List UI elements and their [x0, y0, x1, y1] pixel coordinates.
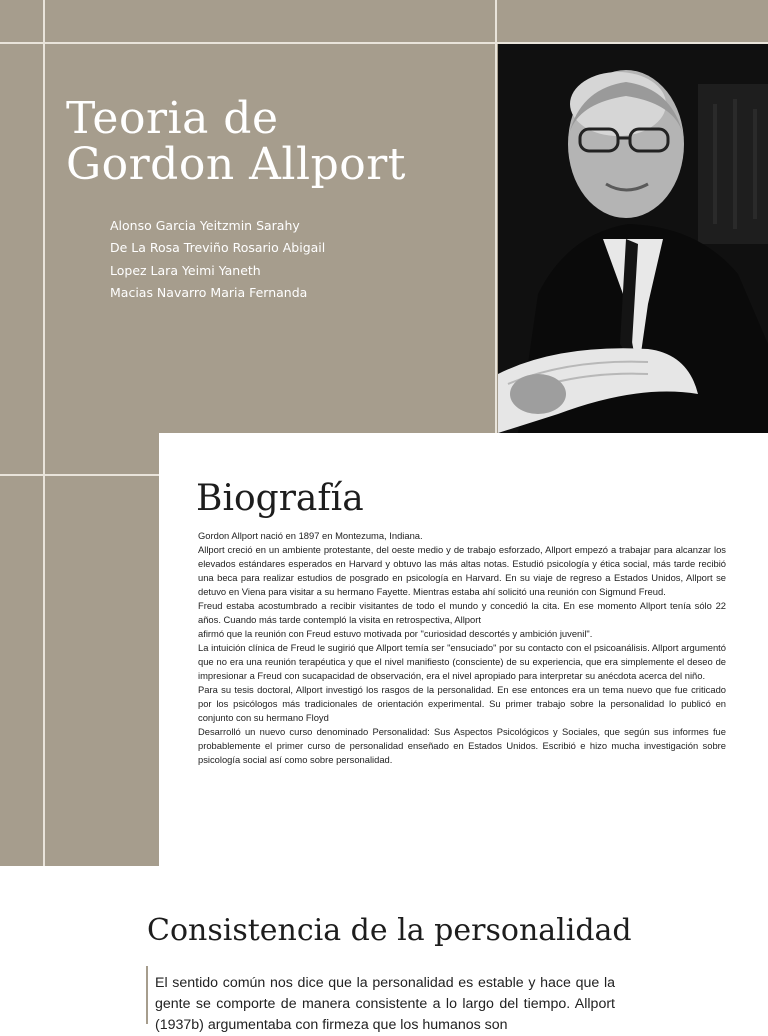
author-name: De La Rosa Treviño Rosario Abigail: [110, 240, 326, 256]
page-title: [66, 93, 406, 190]
biography-paragraph: Desarrolló un nuevo curso denominado Personalidad: Sus Aspectos Psicológicos y Sociales, que según sus informes fue probablemente el primer curso de personalidad enseñado en Estados Unidos. Escribió e hizo mucha investigación sobre psicología social así como sobre personalidad.: [198, 726, 726, 765]
title-line-1: Teoria de: [66, 93, 279, 144]
title-line-2: Gordon Allport: [66, 139, 406, 190]
biography-paragraph: La intuición clínica de Freud le sugirió que Allport temía ser "ensuciado" por su contacto con el psicoanálisis. Allport argumentó que no era una reunión terapéutica y que el nivel manifiesto (consciente) de su experiencia, que era simplemente el deseo de impresionar a Freud con sucapacidad de observación, era el nivel apropiado para interpretar su anécdota acerca del niño.: [198, 642, 726, 681]
biography-heading: Biografía: [196, 478, 364, 519]
grid-line-vertical-left: [43, 0, 45, 866]
quote-bar: [146, 966, 148, 1024]
author-name: Alonso Garcia Yeitzmin Sarahy: [110, 218, 300, 233]
consistency-heading: Consistencia de la personalidad: [147, 913, 632, 948]
author-name: Lopez Lara Yeimi Yaneth: [110, 262, 261, 278]
biography-paragraph: Allport creció en un ambiente protestante, del oeste medio y de trabajo esforzado, Allport empezó a trabajar para alcanzar los elevados estándares esperados en Harvard y obtuvo las más altas notas. Estudió psicología y ética social, más tarde recibió una beca para realizar estudios de posgrado en psicología en Harvard. En su viaje de regreso a Estados Unidos, Allport se detuvo en Viena para visitar a su hermano Fayette. Mientras estaba ahí solicitó una reunión con Sigmund Freud.: [198, 544, 726, 597]
authors-list: [110, 215, 325, 305]
grid-line-vertical-center: [495, 0, 497, 433]
biography-paragraph: Freud estaba acostumbrado a recibir visitantes de todo el mundo y concedió la cita. En ese momento Allport tenía sólo 22 años. Cuando más tarde contempló la visita en retrospectiva, Allport: [198, 600, 726, 625]
portrait-illustration: [498, 44, 768, 433]
biography-text: [198, 529, 726, 767]
biography-paragraph: Gordon Allport nació en 1897 en Montezuma, Indiana.: [198, 530, 423, 541]
biography-paragraph: Para su tesis doctoral, Allport investigó los rasgos de la personalidad. En ese entonces era un tema nuevo que fue criticado por los psicólogos más tradicionales de orientación experimental. Su primer trabajo sobre la personalidad lo publicó en conjunto con su hermano Floyd: [198, 684, 726, 723]
biography-panel: [159, 433, 768, 866]
consistency-text: El sentido común nos dice que la personalidad es estable y hace que la gente se comporte de manera consistente a lo largo del tiempo. Allport (1937b) argumentaba con firmeza que los humanos son: [155, 975, 615, 1033]
portrait-photo: [498, 44, 768, 433]
author-name: Macias Navarro Maria Fernanda: [110, 285, 308, 301]
biography-paragraph: afirmó que la reunión con Freud estuvo motivada por "curiosidad descortés y ambición juvenil".: [198, 628, 593, 639]
grid-line-horizontal-middle: [0, 474, 159, 476]
